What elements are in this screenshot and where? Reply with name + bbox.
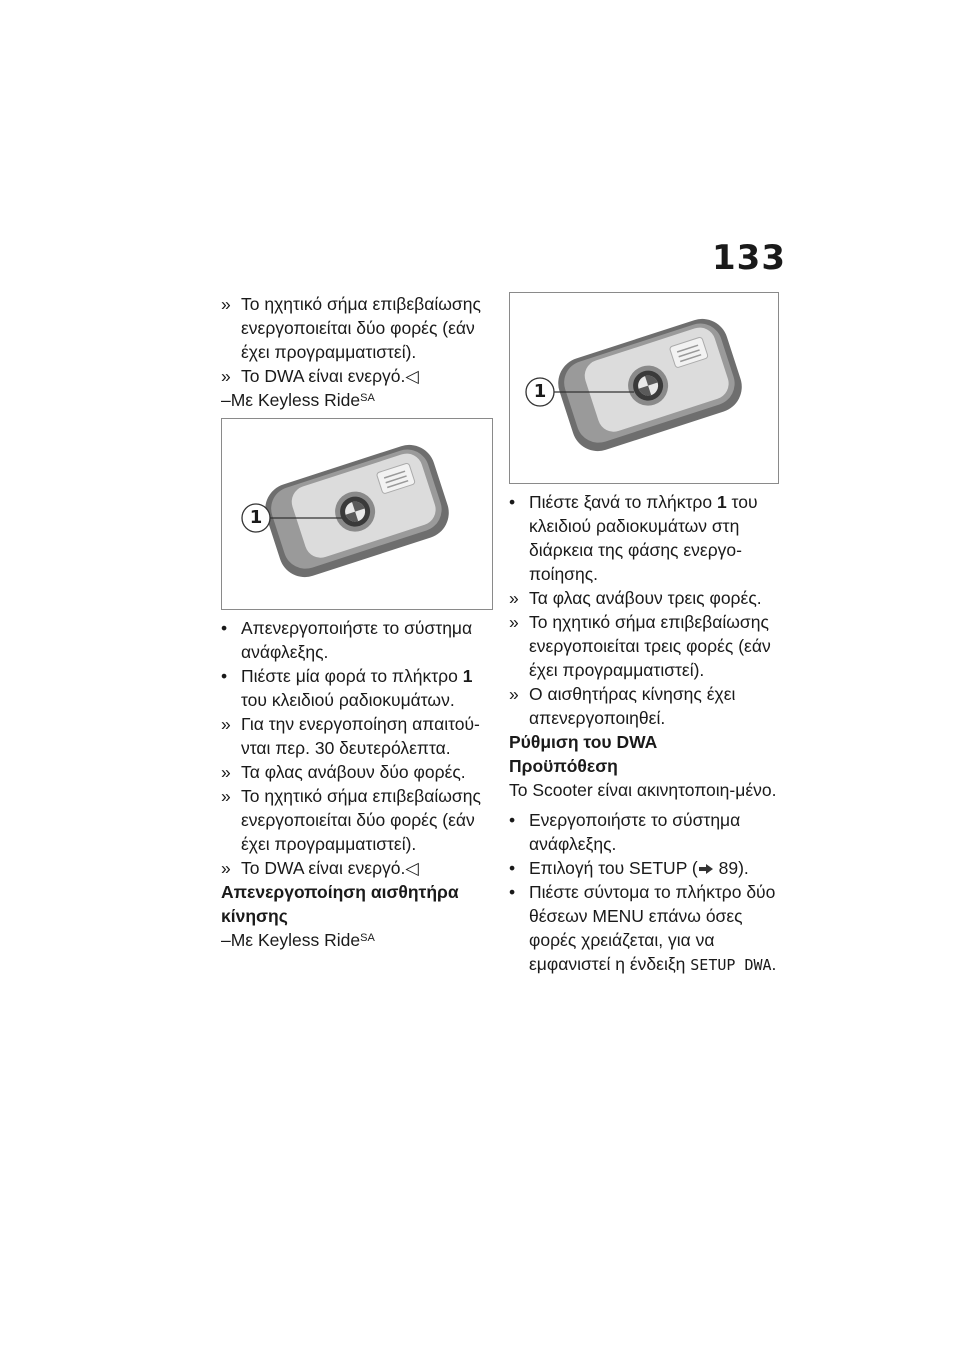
- result-marker: »: [221, 786, 231, 806]
- bullet-marker: •: [221, 666, 228, 686]
- result-marker: »: [509, 684, 519, 704]
- page-number: 133: [712, 238, 786, 278]
- bullet-marker: •: [509, 810, 516, 830]
- list-item: » Το ηχητικό σήμα επιβεβαίωσης ενεργοποιείται δύο φορές (εάν έχει προγραμματιστεί).: [221, 294, 481, 362]
- result-marker: »: [221, 762, 231, 782]
- display-text: SETUP DWA: [690, 956, 772, 974]
- key-fob-figure: [221, 418, 493, 610]
- bullet-marker: •: [509, 492, 516, 512]
- list-item: » Το ηχητικό σήμα επιβεβαίωσης ενεργοποιείται δύο φορές (εάν έχει προγραμματιστεί).: [221, 786, 481, 854]
- list-item: » Το ηχητικό σήμα επιβεβαίωσης ενεργοποιείται τρεις φορές (εάν έχει προγραμματιστεί).: [509, 612, 771, 680]
- callout-label: 1: [533, 381, 547, 402]
- list-item: » Το DWA είναι ενεργό.◁: [221, 858, 419, 878]
- bullet-marker: •: [509, 858, 516, 878]
- key-fob-figure: [509, 292, 779, 484]
- list-item: » Για την ενεργοποίηση απαιτού-νται περ. 30 δευτερόλεπτα.: [221, 714, 480, 758]
- result-marker: »: [509, 612, 519, 632]
- result-marker: »: [221, 858, 231, 878]
- list-item: » Το DWA είναι ενεργό.◁: [221, 366, 419, 386]
- list-item: • Πιέστε ξανά το πλήκτρο 1 του κλειδιού ραδιοκυμάτων στη διάρκεια της φάσης ενεργο-ποίησης.: [509, 492, 758, 584]
- result-marker: »: [221, 294, 231, 314]
- key-fob-illustration: [510, 293, 778, 483]
- section-heading: Απενεργοποίηση αισθητήρα κίνησης: [221, 882, 459, 926]
- result-marker: »: [509, 588, 519, 608]
- list-item: • Ενεργοποιήστε το σύστημα ανάφλεξης.: [509, 810, 741, 854]
- keyless-ride-note: –Με Keyless Ride$^{SA}$: [221, 930, 375, 950]
- keyless-ride-note: –Με Keyless Ride$^{SA}$: [221, 390, 375, 410]
- callout-label: 1: [249, 507, 263, 528]
- arrow-right-icon: [698, 863, 714, 875]
- list-item: » Ο αισθητήρας κίνησης έχει απενεργοποιηθεί.: [509, 684, 736, 728]
- left-column: [221, 292, 491, 952]
- result-marker: »: [221, 366, 231, 386]
- right-column: [509, 292, 784, 977]
- list-item: • Πιέστε μία φορά το πλήκτρο 1 του κλειδιού ραδιοκυμάτων.: [221, 666, 473, 710]
- list-item: • Απενεργοποιήστε το σύστημα ανάφλεξης.: [221, 618, 473, 662]
- list-item: • Επιλογή του SETUP ( 89).: [509, 858, 749, 878]
- section-heading: Ρύθμιση του DWA: [509, 732, 658, 752]
- condition-text: Το Scooter είναι ακινητοποιη-μένο.: [509, 780, 777, 800]
- list-item: • Πιέστε σύντομα το πλήκτρο δύο θέσεων MENU επάνω όσες φορές χρειάζεται, για να εμφανιστεί η ένδειξη SETUP DWA.: [509, 882, 777, 974]
- result-marker: »: [221, 714, 231, 734]
- bullet-marker: •: [221, 618, 228, 638]
- list-item: » Τα φλας ανάβουν δύο φορές.: [221, 762, 466, 782]
- list-item: » Τα φλας ανάβουν τρεις φορές.: [509, 588, 762, 608]
- subsection-heading: Προϋπόθεση: [509, 756, 618, 776]
- bullet-marker: •: [509, 882, 516, 902]
